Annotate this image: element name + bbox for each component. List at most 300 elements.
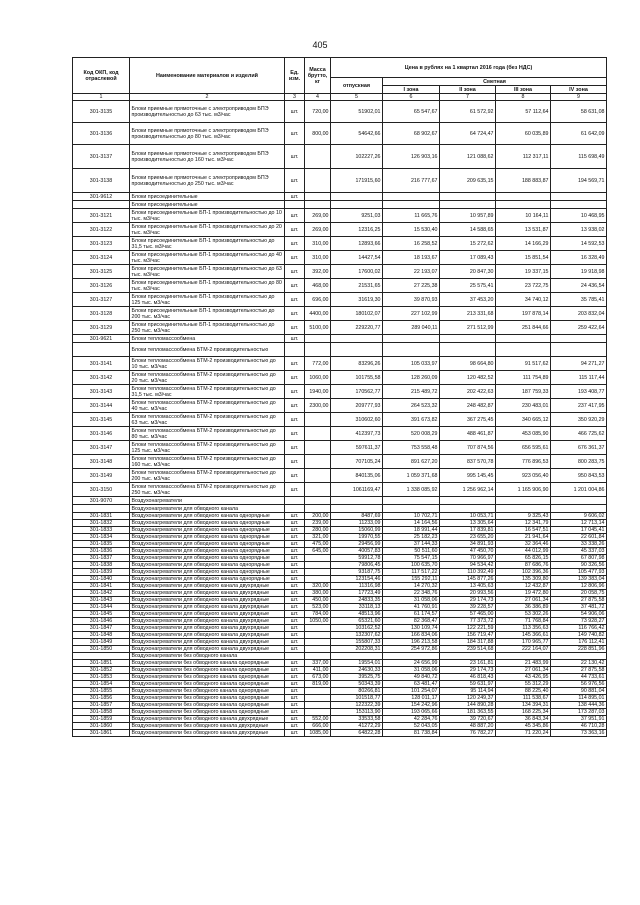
row-release-price xyxy=(331,497,383,505)
row-zone-3-price: 170 965,77 xyxy=(496,639,551,646)
row-zone-4-price: 24 436,54 xyxy=(551,279,607,293)
row-mass xyxy=(305,639,331,646)
row-unit: шт. xyxy=(285,723,305,730)
row-zone-3-price xyxy=(496,505,551,513)
row-release-price: 93187,75 xyxy=(331,569,383,576)
row-zone-4-price: 9 606,02 xyxy=(551,513,607,520)
row-zone-4-price: 61 642,09 xyxy=(551,123,607,145)
row-name: Блоки приемные прямоточные с электроприводом БПЭ производительностью до 63 тыс. м3/час xyxy=(130,101,285,123)
row-unit: шт. xyxy=(285,639,305,646)
row-zone-4-price: 16 328,49 xyxy=(551,251,607,265)
row-zone-2-price: 61 572,92 xyxy=(440,101,496,123)
row-zone-1-price: 37 144,33 xyxy=(383,541,440,548)
table-row xyxy=(73,632,607,639)
table-row xyxy=(73,695,607,702)
row-unit: шт. xyxy=(285,279,305,293)
row-mass: 380,00 xyxy=(305,590,331,597)
row-zone-1-price xyxy=(383,343,440,357)
row-zone-4-price: 35 785,41 xyxy=(551,293,607,307)
row-zone-1-price: 22 193,07 xyxy=(383,265,440,279)
table-row xyxy=(73,427,607,441)
row-name: Воздухонагреватели без обводного канала двухрядные xyxy=(130,730,285,737)
row-zone-3-price: 168 225,34 xyxy=(496,709,551,716)
row-mass: 784,00 xyxy=(305,611,331,618)
row-zone-2-price: 77 373,72 xyxy=(440,618,496,625)
row-zone-4-price: 350 920,29 xyxy=(551,413,607,427)
row-zone-2-price xyxy=(440,335,496,343)
row-code: 301-3127 xyxy=(73,293,130,307)
row-unit: шт. xyxy=(285,590,305,597)
row-zone-1-price: 31 058,06 xyxy=(383,597,440,604)
row-name: Воздухонагреватели без обводного канала однорядные xyxy=(130,709,285,716)
price-table xyxy=(72,57,607,737)
row-unit: шт. xyxy=(285,604,305,611)
row-zone-1-price: 68 902,67 xyxy=(383,123,440,145)
row-name: Воздухонагреватели без обводного канала двухрядные xyxy=(130,716,285,723)
row-zone-2-price: 15 272,62 xyxy=(440,237,496,251)
row-zone-2-price: 46 818,43 xyxy=(440,674,496,681)
row-zone-3-price: 111 754,89 xyxy=(496,371,551,385)
row-zone-3-price: 34 740,12 xyxy=(496,293,551,307)
row-release-price: 51902,01 xyxy=(331,101,383,123)
row-zone-3-price: 21 483,99 xyxy=(496,660,551,667)
row-mass: 411,00 xyxy=(305,667,331,674)
row-name: Блоки присоединительные БП-1 производительностью до 10 тыс. м3/час xyxy=(130,209,285,223)
row-mass: 475,00 xyxy=(305,541,331,548)
row-zone-4-price xyxy=(551,505,607,513)
page-number: 405 xyxy=(312,40,328,50)
row-zone-4-price: 800 283,75 xyxy=(551,455,607,469)
row-zone-4-price xyxy=(551,497,607,505)
header-zone-4: IV зона xyxy=(551,86,607,94)
row-mass xyxy=(305,709,331,716)
table-row xyxy=(73,688,607,695)
header-mass: Масса брутто, кг xyxy=(305,58,331,94)
row-zone-1-price: 49 840,72 xyxy=(383,674,440,681)
row-name: Блоки присоединительные xyxy=(130,201,285,209)
row-zone-2-price: 122 221,59 xyxy=(440,625,496,632)
row-code: 301-3150 xyxy=(73,483,130,497)
row-zone-4-price: 73 928,27 xyxy=(551,618,607,625)
row-release-price xyxy=(331,653,383,660)
row-release-price: 17600,02 xyxy=(331,265,383,279)
row-zone-3-price: 111 538,67 xyxy=(496,695,551,702)
row-zone-2-price: 10 053,71 xyxy=(440,513,496,520)
table-row xyxy=(73,497,607,505)
table-row xyxy=(73,674,607,681)
row-zone-4-price: 22 601,84 xyxy=(551,534,607,541)
row-zone-2-price: 707 874,56 xyxy=(440,441,496,455)
row-code xyxy=(73,343,130,357)
row-mass: 666,00 xyxy=(305,723,331,730)
row-code: 301-3149 xyxy=(73,469,130,483)
row-mass: 1060,00 xyxy=(305,371,331,385)
row-unit: шт. xyxy=(285,527,305,534)
row-code: 301-3135 xyxy=(73,101,130,123)
row-zone-2-price: 202 422,63 xyxy=(440,385,496,399)
row-zone-1-price xyxy=(383,505,440,513)
row-unit: шт. xyxy=(285,597,305,604)
row-zone-2-price: 14 588,65 xyxy=(440,223,496,237)
row-release-price: 1061169,47 xyxy=(331,483,383,497)
row-mass xyxy=(305,497,331,505)
table-row xyxy=(73,505,607,513)
row-unit xyxy=(285,505,305,513)
row-code: 301-1835 xyxy=(73,541,130,548)
row-zone-4-price: 73 363,16 xyxy=(551,730,607,737)
row-mass xyxy=(305,343,331,357)
row-name: Воздухонагреватели без обводного канала однорядные xyxy=(130,681,285,688)
row-zone-3-price: 230 483,01 xyxy=(496,399,551,413)
row-mass xyxy=(305,469,331,483)
row-unit: шт. xyxy=(285,371,305,385)
table-row xyxy=(73,597,607,604)
row-zone-3-price: 13 531,87 xyxy=(496,223,551,237)
row-name: Блоки тепломассообмена БТМ-2 производительностью до 20 тыс. м3/час xyxy=(130,371,285,385)
table-row xyxy=(73,223,607,237)
row-zone-1-price: 11 665,76 xyxy=(383,209,440,223)
row-zone-4-price: 466 725,62 xyxy=(551,427,607,441)
row-code: 301-3141 xyxy=(73,357,130,371)
row-zone-4-price: 259 422,64 xyxy=(551,321,607,335)
row-release-price: 79806,45 xyxy=(331,562,383,569)
row-mass xyxy=(305,169,331,193)
row-release-price: 12316,25 xyxy=(331,223,383,237)
header-price-group: Цена в рублях на 1 квартал 2016 года (без НДС) xyxy=(331,58,607,78)
table-row xyxy=(73,357,607,371)
row-code: 301-3138 xyxy=(73,169,130,193)
row-unit: шт. xyxy=(285,123,305,145)
row-unit: шт. xyxy=(285,702,305,709)
row-code: 301-3147 xyxy=(73,441,130,455)
row-zone-3-price: 197 878,14 xyxy=(496,307,551,321)
row-zone-3-price: 113 356,63 xyxy=(496,625,551,632)
row-zone-4-price: 54 906,06 xyxy=(551,611,607,618)
row-zone-2-price: 13 405,63 xyxy=(440,583,496,590)
row-code: 301-1834 xyxy=(73,534,130,541)
row-release-price xyxy=(331,335,383,343)
table-row xyxy=(73,385,607,399)
header-estimate: Сметная xyxy=(383,78,607,86)
row-mass xyxy=(305,505,331,513)
row-zone-2-price: 20 847,30 xyxy=(440,265,496,279)
table-row xyxy=(73,169,607,193)
row-release-price: 412397,73 xyxy=(331,427,383,441)
row-zone-4-price xyxy=(551,343,607,357)
table-row xyxy=(73,548,607,555)
table-row xyxy=(73,604,607,611)
column-number: 5 xyxy=(331,94,383,101)
row-zone-2-price: 25 575,41 xyxy=(440,279,496,293)
table-row xyxy=(73,209,607,223)
row-release-price: 24630,33 xyxy=(331,667,383,674)
row-zone-3-price: 65 826,15 xyxy=(496,555,551,562)
row-zone-3-price: 71 220,24 xyxy=(496,730,551,737)
table-row xyxy=(73,441,607,455)
table-row xyxy=(73,513,607,520)
row-zone-4-price: 90 881,04 xyxy=(551,688,607,695)
row-zone-3-price: 71 768,84 xyxy=(496,618,551,625)
row-release-price: 9251,03 xyxy=(331,209,383,223)
row-unit: шт. xyxy=(285,413,305,427)
row-zone-2-price: 23 655,20 xyxy=(440,534,496,541)
row-zone-4-price: 115 117,44 xyxy=(551,371,607,385)
row-zone-4-price: 44 733,61 xyxy=(551,674,607,681)
row-zone-3-price: 134 394,31 xyxy=(496,702,551,709)
row-release-price: 24833,35 xyxy=(331,597,383,604)
row-zone-3-price: 222 164,07 xyxy=(496,646,551,653)
row-zone-3-price xyxy=(496,193,551,201)
row-code: 301-3136 xyxy=(73,123,130,145)
row-zone-1-price: 39 870,93 xyxy=(383,293,440,307)
row-release-price: 170562,77 xyxy=(331,385,383,399)
row-zone-4-price: 950 843,53 xyxy=(551,469,607,483)
row-unit: шт. xyxy=(285,237,305,251)
table-row xyxy=(73,681,607,688)
row-release-price xyxy=(331,505,383,513)
row-zone-2-price: 271 512,99 xyxy=(440,321,496,335)
row-code: 301-3124 xyxy=(73,251,130,265)
row-release-price: 83296,26 xyxy=(331,357,383,371)
row-zone-2-price: 70 966,97 xyxy=(440,555,496,562)
row-unit: шт. xyxy=(285,709,305,716)
row-unit: шт. xyxy=(285,688,305,695)
row-code: 301-1842 xyxy=(73,590,130,597)
row-zone-4-price: 12 806,96 xyxy=(551,583,607,590)
table-row xyxy=(73,279,607,293)
row-unit xyxy=(285,201,305,209)
row-code: 301-1845 xyxy=(73,611,130,618)
row-release-price: 180102,07 xyxy=(331,307,383,321)
row-zone-2-price: 29 174,73 xyxy=(440,597,496,604)
row-unit: шт. xyxy=(285,335,305,343)
row-mass: 337,00 xyxy=(305,660,331,667)
row-zone-3-price xyxy=(496,497,551,505)
row-mass xyxy=(305,695,331,702)
row-zone-4-price: 17 045,41 xyxy=(551,527,607,534)
row-zone-3-price: 53 302,26 xyxy=(496,611,551,618)
row-name: Воздухонагреватели для обводного канала однорядные xyxy=(130,520,285,527)
row-code: 301-1838 xyxy=(73,562,130,569)
row-zone-3-price: 44 012,99 xyxy=(496,548,551,555)
header-zone-2: II зона xyxy=(440,86,496,94)
table-row xyxy=(73,660,607,667)
row-release-price: 171915,60 xyxy=(331,169,383,193)
row-release-price: 310602,60 xyxy=(331,413,383,427)
row-zone-1-price: 166 834,06 xyxy=(383,632,440,639)
row-unit: шт. xyxy=(285,716,305,723)
row-name: Блоки тепломассообмена БТМ-2 производительностью xyxy=(130,343,285,357)
row-zone-1-price: 193 065,66 xyxy=(383,709,440,716)
row-zone-2-price: 64 724,47 xyxy=(440,123,496,145)
table-row xyxy=(73,193,607,201)
row-mass xyxy=(305,427,331,441)
row-unit xyxy=(285,497,305,505)
row-code: 301-1836 xyxy=(73,548,130,555)
row-unit: шт. xyxy=(285,555,305,562)
row-mass: 1050,00 xyxy=(305,618,331,625)
row-unit: шт. xyxy=(285,223,305,237)
row-zone-3-price: 87 686,76 xyxy=(496,562,551,569)
row-mass: 280,00 xyxy=(305,527,331,534)
row-release-price: 132307,62 xyxy=(331,632,383,639)
table-row xyxy=(73,123,607,145)
row-zone-3-price xyxy=(496,653,551,660)
row-mass xyxy=(305,653,331,660)
column-number: 7 xyxy=(440,94,496,101)
row-code: 301-1860 xyxy=(73,723,130,730)
column-number: 3 xyxy=(285,94,305,101)
row-release-price: 65321,60 xyxy=(331,618,383,625)
row-zone-3-price: 16 547,51 xyxy=(496,527,551,534)
row-mass xyxy=(305,201,331,209)
row-release-price: 840135,06 xyxy=(331,469,383,483)
table-row xyxy=(73,201,607,209)
row-unit: шт. xyxy=(285,483,305,497)
row-zone-2-price: 120 482,52 xyxy=(440,371,496,385)
row-name: Блоки тепломассообмена БТМ-2 производительностью до 10 тыс. м3/час xyxy=(130,357,285,371)
row-mass xyxy=(305,335,331,343)
row-release-price: 209777,93 xyxy=(331,399,383,413)
table-row xyxy=(73,307,607,321)
row-code: 301-1841 xyxy=(73,583,130,590)
row-release-price: 153113,90 xyxy=(331,709,383,716)
row-name: Воздухонагреватели для обводного канала однорядные xyxy=(130,541,285,548)
row-zone-4-price: 237 417,95 xyxy=(551,399,607,413)
row-zone-2-price: 145 877,26 xyxy=(440,576,496,583)
row-unit: шт. xyxy=(285,513,305,520)
row-mass: 310,00 xyxy=(305,251,331,265)
row-code: 301-9612 xyxy=(73,193,130,201)
row-zone-1-price: 101 254,07 xyxy=(383,688,440,695)
row-zone-3-price: 12 432,87 xyxy=(496,583,551,590)
row-unit: шт. xyxy=(285,251,305,265)
row-zone-4-price: 193 408,77 xyxy=(551,385,607,399)
row-zone-4-price: 105 477,93 xyxy=(551,569,607,576)
row-name: Блоки тепломассообмена БТМ-2 производительностью до 250 тыс. м3/час xyxy=(130,483,285,497)
row-release-price: 40057,83 xyxy=(331,548,383,555)
row-zone-2-price: 156 719,47 xyxy=(440,632,496,639)
row-release-price: 21531,65 xyxy=(331,279,383,293)
row-name: Воздухонагреватели для обводного канала двухрядные xyxy=(130,632,285,639)
row-release-price: 122322,39 xyxy=(331,702,383,709)
row-name: Блоки тепломассообмена БТМ-2 производительностью до 40 тыс. м3/час xyxy=(130,399,285,413)
row-code: 301-1848 xyxy=(73,632,130,639)
row-unit: шт. xyxy=(285,583,305,590)
row-mass: 320,00 xyxy=(305,583,331,590)
row-name: Воздухонагреватели для обводного канала однорядные xyxy=(130,562,285,569)
table-row xyxy=(73,251,607,265)
row-zone-2-price: 98 664,80 xyxy=(440,357,496,371)
row-zone-3-price: 1 165 906,90 xyxy=(496,483,551,497)
row-release-price: 50343,39 xyxy=(331,681,383,688)
row-zone-3-price: 43 426,95 xyxy=(496,674,551,681)
row-mass: 819,00 xyxy=(305,681,331,688)
row-release-price: 17723,49 xyxy=(331,590,383,597)
row-name: Блоки приемные прямоточные с электроприводом БПЭ производительностью до 160 тыс. м3/час xyxy=(130,145,285,169)
header-name: Наименование материалов и изделий xyxy=(130,58,285,94)
row-zone-1-price: 753 558,48 xyxy=(383,441,440,455)
row-zone-2-price: 17 839,81 xyxy=(440,527,496,534)
row-zone-3-price: 135 309,80 xyxy=(496,576,551,583)
row-mass: 468,00 xyxy=(305,279,331,293)
row-zone-1-price: 100 635,70 xyxy=(383,562,440,569)
table-row xyxy=(73,590,607,597)
row-zone-2-price xyxy=(440,201,496,209)
row-zone-2-price: 181 363,55 xyxy=(440,709,496,716)
row-unit: шт. xyxy=(285,307,305,321)
row-code: 301-1849 xyxy=(73,639,130,646)
row-release-price: 80266,81 xyxy=(331,688,383,695)
table-row xyxy=(73,709,607,716)
row-zone-1-price: 391 673,82 xyxy=(383,413,440,427)
row-zone-2-price: 488 461,87 xyxy=(440,427,496,441)
row-zone-2-price: 144 890,28 xyxy=(440,702,496,709)
row-code: 301-1854 xyxy=(73,681,130,688)
header-zone-1: I зона xyxy=(383,86,440,94)
row-zone-1-price: 82 368,47 xyxy=(383,618,440,625)
row-mass: 696,00 xyxy=(305,293,331,307)
row-code: 301-1844 xyxy=(73,604,130,611)
row-name: Блоки присоединительные БП-1 производительностью до 80 тыс. м3/час xyxy=(130,279,285,293)
table-row xyxy=(73,716,607,723)
row-name: Воздухонагреватели для обводного канала двухрядные xyxy=(130,618,285,625)
column-number: 8 xyxy=(496,94,551,101)
row-mass xyxy=(305,441,331,455)
row-zone-4-price: 94 271,27 xyxy=(551,357,607,371)
row-name: Воздухонагреватели для обводного канала двухрядные xyxy=(130,590,285,597)
row-name: Блоки тепломассообмена БТМ-2 производительностью до 80 тыс. м3/час xyxy=(130,427,285,441)
row-zone-2-price: 367 275,45 xyxy=(440,413,496,427)
row-zone-2-price xyxy=(440,653,496,660)
row-release-price: 31619,30 xyxy=(331,293,383,307)
row-zone-3-price: 57 112,64 xyxy=(496,101,551,123)
row-mass xyxy=(305,193,331,201)
row-release-price: 29456,99 xyxy=(331,541,383,548)
row-release-price: 41272,29 xyxy=(331,723,383,730)
row-zone-2-price: 76 782,27 xyxy=(440,730,496,737)
row-zone-4-price: 203 832,04 xyxy=(551,307,607,321)
row-unit: шт. xyxy=(285,169,305,193)
table-row xyxy=(73,555,607,562)
row-release-price: 11316,98 xyxy=(331,583,383,590)
row-zone-1-price: 1 338 085,92 xyxy=(383,483,440,497)
row-release-price xyxy=(331,193,383,201)
row-code: 301-3143 xyxy=(73,385,130,399)
row-release-price: 19970,55 xyxy=(331,534,383,541)
row-code xyxy=(73,201,130,209)
row-code: 301-3148 xyxy=(73,455,130,469)
row-release-price: 8487,69 xyxy=(331,513,383,520)
row-unit: шт. xyxy=(285,293,305,307)
row-code: 301-1831 xyxy=(73,513,130,520)
row-mass: 1085,00 xyxy=(305,730,331,737)
row-zone-1-price xyxy=(383,653,440,660)
row-zone-3-price xyxy=(496,343,551,357)
row-release-price: 123154,46 xyxy=(331,576,383,583)
row-zone-2-price: 20 993,56 xyxy=(440,590,496,597)
row-name: Воздухонагреватели для обводного канала двухрядные xyxy=(130,639,285,646)
header-unit: Ед. изм. xyxy=(285,58,305,94)
column-number: 6 xyxy=(383,94,440,101)
row-name: Блоки тепломассообмена БТМ-2 производительностью до 200 тыс. м3/час xyxy=(130,469,285,483)
row-zone-3-price: 19 337,15 xyxy=(496,265,551,279)
row-code: 301-3126 xyxy=(73,279,130,293)
row-unit: шт. xyxy=(285,576,305,583)
row-unit: шт. xyxy=(285,618,305,625)
row-zone-4-price: 67 807,98 xyxy=(551,555,607,562)
row-zone-1-price: 105 033,97 xyxy=(383,357,440,371)
